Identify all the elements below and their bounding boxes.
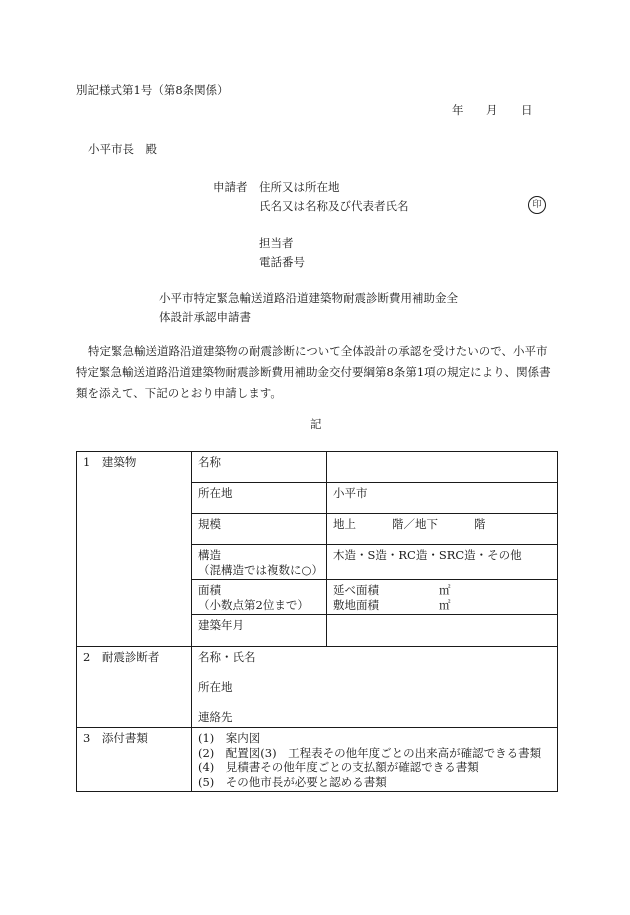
building-structure-value[interactable]: 木造・S造・RC造・SRC造・その他 bbox=[327, 545, 558, 580]
date-year-label: 年 bbox=[452, 103, 464, 117]
date-month-label: 月 bbox=[486, 103, 498, 117]
attachment-item: (5) その他市長が必要と認める書類 bbox=[198, 774, 387, 789]
attachments-cell bbox=[192, 728, 558, 792]
form-number: 別記様式第1号（第8条関係） bbox=[76, 83, 229, 97]
building-built-value[interactable] bbox=[327, 615, 558, 647]
seal-mark: 印 bbox=[528, 196, 546, 214]
section1-label: 1 建築物 bbox=[77, 452, 192, 647]
section2-label: 2 耐震診断者 bbox=[77, 647, 192, 728]
building-name-value[interactable] bbox=[327, 452, 558, 483]
title-line-1: 小平市特定緊急輸送道路沿道建築物耐震診断費用補助金全 bbox=[159, 291, 458, 305]
building-structure-label: 構造 （混構造では複数に○） bbox=[192, 545, 327, 580]
body-paragraph: 特定緊急輸送道路沿道建築物の耐震診断について全体設計の承認を受けたいので、小平市特定緊急輸送道路沿道建築物耐震診断費用補助金交付要綱第8条第1項の規定により、関係書類を添えて、下記のとおり申請します。 bbox=[76, 344, 551, 400]
building-area-label: 面積 （小数点第2位まで） bbox=[192, 580, 327, 615]
attachment-item: (2) 配置図(3) 工程表その他年度ごとの出来高が確認できる書類 bbox=[198, 745, 542, 760]
applicant-label: 申請者 bbox=[213, 180, 248, 194]
title-line-2: 体設計承認申請書 bbox=[159, 310, 251, 324]
name-label: 氏名又は名称及び代表者氏名 bbox=[259, 199, 409, 213]
section3-label: 3 添付書類 bbox=[77, 728, 192, 792]
addressee: 小平市長 殿 bbox=[88, 142, 157, 156]
phone-label: 電話番号 bbox=[259, 255, 305, 269]
diagnostician-cell[interactable]: 名称・氏名 所在地 連絡先 bbox=[192, 647, 558, 728]
building-built-label: 建築年月 bbox=[192, 615, 327, 647]
attachment-item: (4) 見積書その他年度ごとの支払額が確認できる書類 bbox=[198, 760, 479, 774]
building-location-label: 所在地 bbox=[192, 483, 327, 514]
attachment-item: (1) 案内図 bbox=[198, 731, 261, 745]
ki-heading: 記 bbox=[310, 417, 322, 431]
building-scale-value[interactable]: 地上 階／地下 階 bbox=[327, 514, 558, 545]
address-label: 住所又は所在地 bbox=[259, 180, 340, 194]
application-table bbox=[76, 451, 558, 792]
building-scale-label: 規模 bbox=[192, 514, 327, 545]
building-name-label: 名称 bbox=[192, 452, 327, 483]
contact-label: 担当者 bbox=[259, 236, 294, 250]
building-location-value[interactable]: 小平市 bbox=[327, 483, 558, 514]
date-day-label: 日 bbox=[521, 103, 533, 117]
building-area-value[interactable]: 延べ面積 ㎡ 敷地面積 ㎡ bbox=[327, 580, 558, 615]
